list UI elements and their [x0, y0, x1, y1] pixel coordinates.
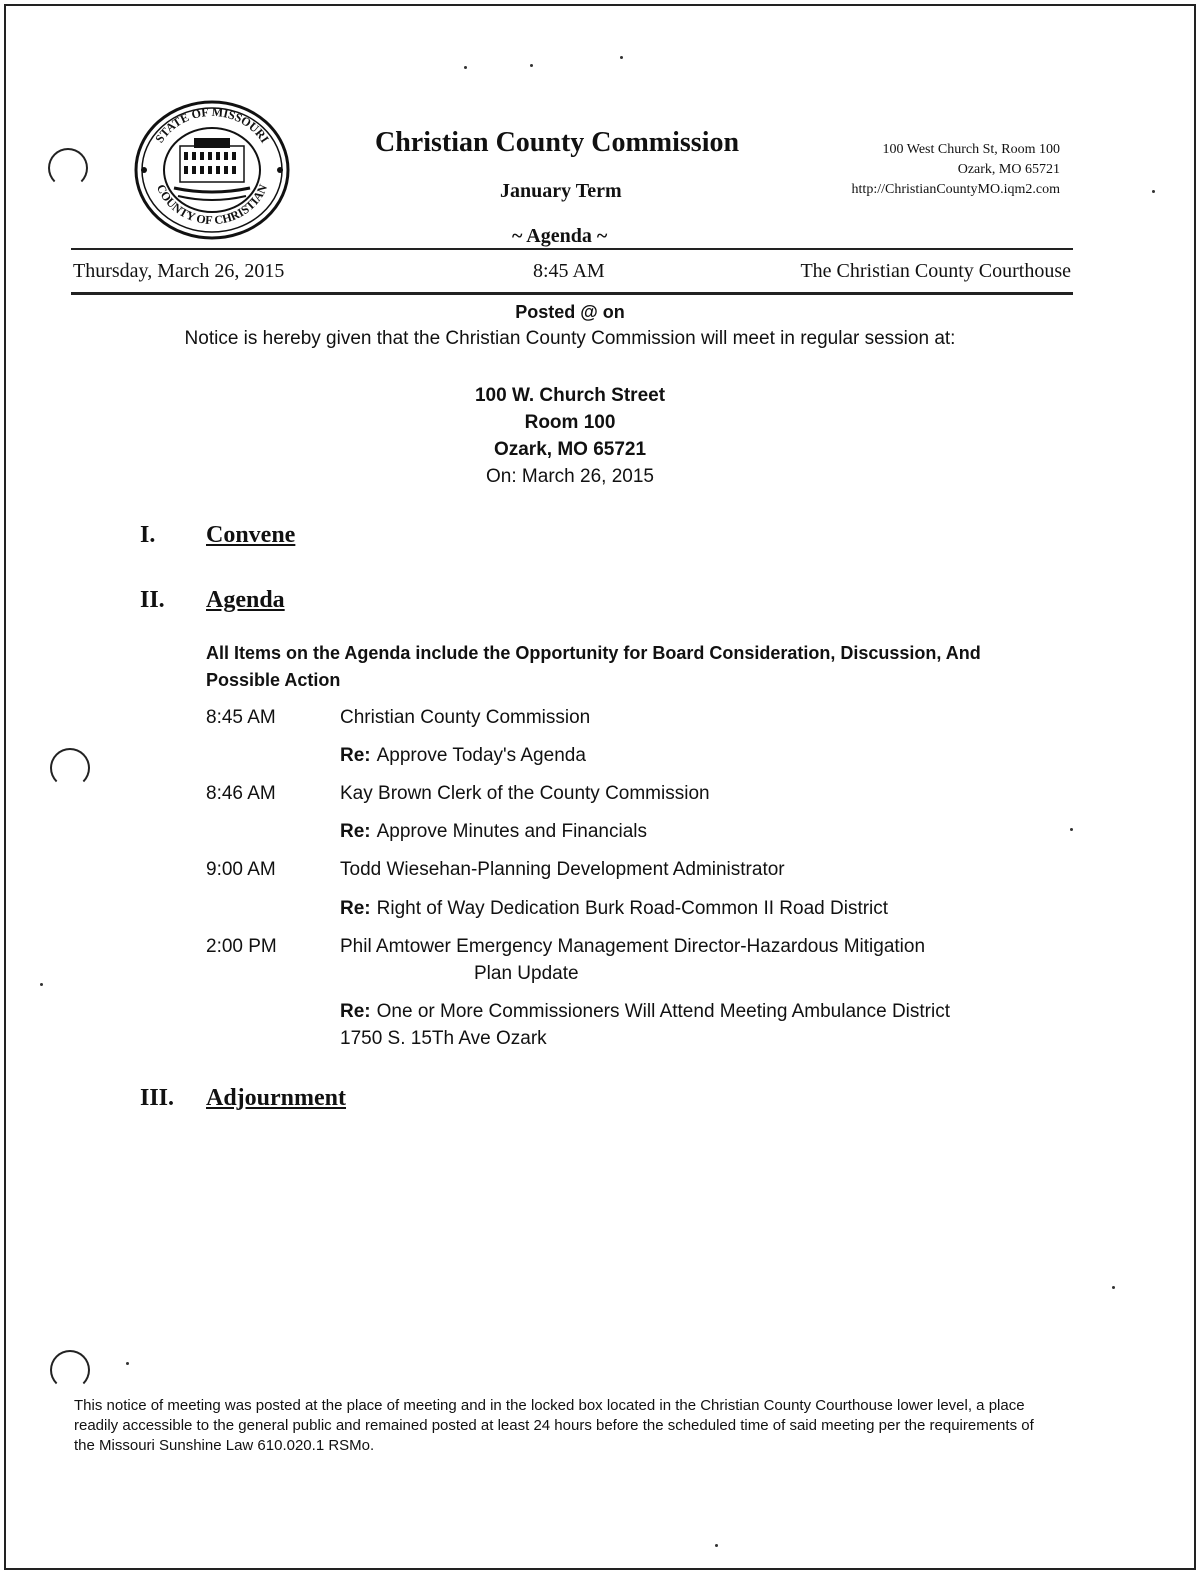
svg-text:STATE OF MISSOURI: STATE OF MISSOURI [152, 104, 272, 146]
section-number: III. [140, 1085, 175, 1111]
item-description: Christian County Commission [340, 707, 591, 728]
posting-notice-footer: This notice of meeting was posted at the place of meeting and in the locked box located in the Christian County Courthouse lower level, a place readily accessible to the general public and remained posted at least 24 hours before the scheduled time of said meeting per the requirements of the Missouri Sunshine Law 610.020.1 RSMo. [74, 1397, 1034, 1454]
section-number: I. [140, 522, 156, 548]
item-description-line2: Plan Update [474, 963, 579, 984]
item-re-text: Approve Minutes and Financials [376, 821, 647, 842]
item-re-text: One or More Commissioners Will Attend Meeting Ambulance District [376, 1001, 950, 1022]
agenda-note: All Items on the Agenda include the Opportunity for Board Consideration, Discussion, And Possible Action [206, 643, 981, 690]
item-re-text-line2: 1750 S. 15Th Ave Ozark [340, 1028, 547, 1049]
website-link[interactable]: http://ChristianCountyMO.iqm2.com [851, 182, 1060, 197]
scan-speck [126, 1362, 129, 1365]
meeting-time: 8:45 AM [533, 260, 605, 282]
commission-address [800, 140, 1060, 200]
punch-hole-bottom [50, 1350, 90, 1390]
scan-speck [715, 1544, 718, 1547]
location-room: Room 100 [524, 412, 616, 433]
meeting-info-line [73, 260, 1071, 286]
svg-text:COUNTY OF CHRISTIAN: COUNTY OF CHRISTIAN [153, 182, 271, 228]
punch-hole-top [48, 148, 88, 188]
scan-speck [40, 983, 43, 986]
scan-speck [530, 64, 533, 67]
scan-speck [1112, 1286, 1115, 1289]
address-street: 100 West Church St, Room 100 [882, 142, 1060, 157]
item-time: 8:45 AM [206, 707, 276, 728]
header-rule-bottom [71, 292, 1073, 295]
section-title-adjournment: Adjournment [206, 1085, 347, 1111]
address-city: Ozark, MO 65721 [957, 162, 1060, 177]
item-description: Kay Brown Clerk of the County Commission [340, 783, 710, 804]
term-label: January Term [500, 180, 622, 202]
commission-title: Christian County Commission [375, 127, 740, 158]
item-re-text: Approve Today's Agenda [376, 745, 586, 766]
item-re-text: Right of Way Dedication Burk Road-Common II Road District [376, 898, 889, 919]
header-rule-top [71, 248, 1073, 250]
section-number: II. [140, 587, 165, 613]
location-street: 100 W. Church Street [474, 385, 666, 406]
item-description-line1: Phil Amtower Emergency Management Director-Hazardous Mitigation [340, 936, 926, 957]
section-title-convene: Convene [206, 522, 296, 548]
scan-speck [620, 56, 623, 59]
re-label: Re: [340, 1001, 371, 1022]
scan-speck [1152, 190, 1155, 193]
county-seal [132, 100, 292, 240]
meeting-address-block [0, 382, 1140, 490]
re-label: Re: [340, 745, 371, 766]
notice-text: Notice is hereby given that the Christian County Commission will meet in regular session at: [184, 328, 956, 349]
item-time: 9:00 AM [206, 859, 276, 880]
location-date: On: March 26, 2015 [486, 466, 654, 487]
item-time: 8:46 AM [206, 783, 276, 804]
scan-speck [464, 66, 467, 69]
section-title-agenda: Agenda [206, 587, 285, 613]
re-label: Re: [340, 821, 371, 842]
item-time: 2:00 PM [206, 936, 277, 957]
item-description: Todd Wiesehan-Planning Development Administrator [340, 859, 785, 880]
location-city: Ozark, MO 65721 [493, 439, 647, 460]
item-description [340, 933, 1020, 987]
re-label: Re: [340, 898, 371, 919]
agenda-heading: ~ Agenda ~ [512, 225, 608, 247]
punch-hole-middle [50, 748, 90, 788]
meeting-date: Thursday, March 26, 2015 [73, 260, 285, 282]
scan-speck [1070, 828, 1073, 831]
posted-line: Posted @ on [515, 302, 625, 322]
meeting-location: The Christian County Courthouse [800, 260, 1071, 282]
